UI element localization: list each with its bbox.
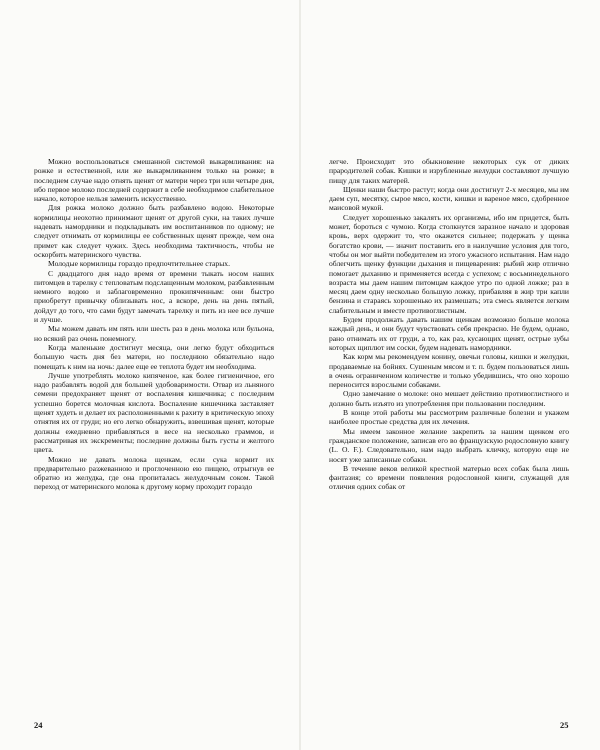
paragraph: Как корм мы рекомендуем конину, овечьи головы, кишки и желудки, продаваемые на бойнях. Сушеным мясом и т. п. будем пользоваться лишь в очень ограниченном количестве и только убедившись, что оно хорошо переносится взрослыми собаками. [329,352,569,390]
paragraph: С двадцатого дня надо время от времени тыкать носом наших питомцев в тарелку с тепловатым подслащенным молоком, разбавленным немного водою и заблаговременно прокипяченным: они быстро приобретут привычку облизывать нос, а вскоре, день на день пятый, дойдут до того, что сами будут замечать тарелку и пить из нее все лучше и лучше. [34,268,274,325]
paragraph: Молодые кормилицы гораздо предпочтительнее старых. [48,259,230,269]
paragraph: легче. Происходит это обыкновение некоторых сук от диких прародителей собак. Кишки и изрубленные желудки составляют лучшую пищу для таких матерей. [329,157,569,185]
paragraph: Для рожка молоко должно быть разбавлено водою. Некоторые кормилицы неохотно принимают щенят от другой суки, на таких лучше надевать намордники и подкладывать им воспитанников по одному; не следует отнимать от кормилицы ее собственных щенят прежде, чем она примет как следует чужих. Здесь необходима тактичность, чтобы не оскорбить материнского чувства. [34,203,274,259]
paragraph: В конце этой работы мы рассмотрим различные болезни и укажем наиболее простые средства для их лечения. [329,408,569,427]
paragraph: Одно замечание о молоке: оно мешает действию противоглистного и должно быть изъято из употребления при пользовании последним. [329,389,569,408]
paragraph: Можно воспользоваться смешанной системой выкармливания: на рожке и естественной, или же выкармливанием только на рожке; в последнем случае надо отнять щенят от матери через три или четыре дня, ибо первое молоко последней содержит в себе необходимое слабительное начало, которое нельзя заменить искусственно. [34,157,274,204]
right-page-text [329,157,569,492]
page-number-left: 24 [34,720,43,730]
paragraph: В течение веков великой крестной матерью всех собак была лишь фантазия; со времени появления родословной книги, служащей для отличия одних собак от [329,463,569,492]
left-page-text [34,157,274,492]
paragraph: Когда маленькие достигнут месяца, они легко будут обходиться большую часть дня без матери, но последнюю обязательно надо помещать к ним на ночь: далее еще ее теплота будет им необходима. [34,342,274,371]
paragraph: Будем продолжать давать нашим щенкам возможно больше молока каждый день, и они будут чувствовать себя прекрасно. Не будем, однако, рано отнимать их от груди, а то, как раз, кусающих щенят, острые зубы которых щиплют им соски, будем надевать намордники. [329,315,569,352]
paragraph: Мы имеем законное желание закрепить за нашим щенком его гражданское положение, записав его во французскую родословную книгу (L. O. F.). Следовательно, нам надо выбрать кличку, которую еще не носят уже записанные собаки. [329,426,569,464]
paragraph: Мы можем давать им пять или шесть раз в день молока или бульона, но всякий раз очень понемногу. [34,324,274,343]
paragraph: Щенки наши быстро растут; когда они достигнут 2-х месяцев, мы им даем суп, месятку, сырое мясо, кости, кишки и вареное мясо, сдобренное маисовой мукой. [329,184,569,213]
paragraph: Лучше употреблять молоко кипяченое, как более гигиеничное, его надо разбавлять водой для большей удобоваримости. Отвар из льняного семени предохраняет щенят от воспаления кишечника; с последним успешно борется молочная кислота. Воспаление кишечника заставляет щенят худеть и делает их расположенными к рахиту в критическую эпоху отнятия их от груди; но его легко обнаружить, взвешивая щенят, которые должны ежедневно прибавляться в весе на несколько граммов, и рассматривая их экскременты; последние должны быть густы и желтого цвета. [34,370,274,455]
page-number-right: 25 [560,720,569,730]
paragraph: Можно не давать молока щенкам, если сука кормит их предварительно разжеванною и проглоченною ею пищею, отрыгнув ее обратно из желудка, где она пропиталась желудочным соком. Такой переход от материнского молока к другому корму проходит гораздо [34,454,274,492]
page-gutter [299,0,301,750]
paragraph: Следует хорошенько закалять их организмы, ибо им придется, быть может, бороться с чумою. Когда столкнутся заразное начало и здоровая кровь, верх одержит то, что окажется сильнее; подержать у щенка богатство крови, — значит поставить его в наилучшие условия для того, чтобы он мог выйти победителем из этого ужасного испытания. Нам надо облегчить щенку функции дыхания и пищеварения: рыбий жир отлично помогает дыханию и применяется всегда с успехом; с восьминедельного возраста мы даем нашим питомцам каждое утро по одной ложке; раз в месяц даем одну несколько большую ложку, прибавляя в жир три капли бензина и стараясь хорошенько их размешать; эта смесь является легким слабительным и вместе противоглистным. [329,212,569,315]
